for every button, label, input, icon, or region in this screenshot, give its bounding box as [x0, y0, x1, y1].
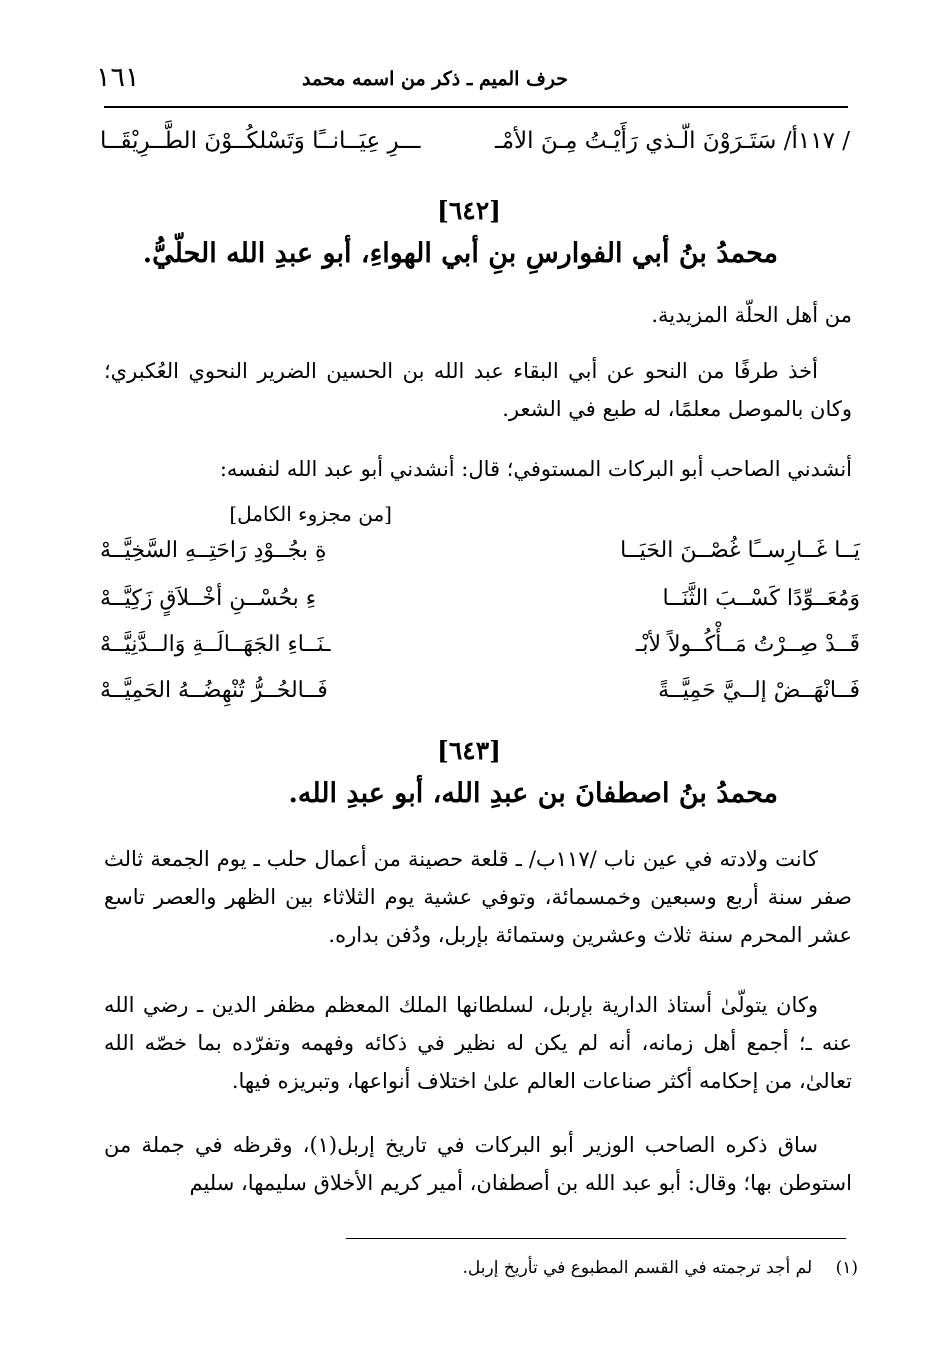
footnote-text: لم أجد ترجمته في القسم المطبوع في تأريخ إربل. — [462, 1258, 813, 1278]
poem-hemistich-a: وَمُعَــوِّدًا كَسْــبَ الثَّنَــا — [662, 586, 860, 611]
page-number: ١٦١ — [96, 62, 140, 93]
paragraph-643-office: وكان يتولّىٰ أستاذ الدارية بإربل، لسلطانها الملك المعظم مظفر الدين ـ رضي الله عنه ـ؛ أجمع أهل زمانه، أنه لم يكن له نظير في ذكائه وفهمه وتفرّده بما خصّه الله تعالىٰ، من إحكامه أكثر صناعات العالم علىٰ اختلاف أنواعها، وتبريزه فيها. — [104, 993, 852, 1093]
entry-title-642: محمدُ بنُ أبي الفوارسِ بنِ أبي الهواءِ، أبو عبدِ الله الحلّيُّ. — [142, 238, 778, 269]
running-head: حرف الميم ـ ذكر من اسمه محمد — [301, 68, 568, 90]
poem-hemistich-a: قَــدْ صِــرْتُ مَــأْكُــولاً لأبْـ — [635, 632, 860, 657]
footnote-number: (١) — [835, 1258, 858, 1278]
entry-number-643: [٦٤٣] — [437, 736, 501, 765]
poem-line — [100, 678, 860, 726]
poem-line — [100, 538, 860, 586]
top-verse — [100, 128, 850, 154]
entry-number-642: [٦٤٢] — [437, 196, 501, 225]
poem-hemistich-b: فَــالحُــرُّ تُنْهِضُــهُ الحَمِيَّــهْ — [100, 678, 328, 703]
entry-title-643: محمدُ بنُ اصطفانَ بن عبدِ الله، أبو عبدِ الله. — [288, 778, 778, 809]
poem-line — [100, 586, 860, 634]
verse-second-hemistich: ـــرِ عِيَــانــًا وَتَسْلكُــوْنَ الطَّــرِيْقَــا — [100, 128, 421, 154]
paragraph-642-recital: أنشدني الصاحب أبو البركات المستوفي؛ قال: أنشدني أبو عبد الله لنفسه: — [219, 457, 852, 481]
poem-hemistich-a: يَــا غَــارِســًا غُصْــنَ الحَيَــا — [620, 538, 860, 563]
paragraph-643-birth: كانت ولادته في عين ناب /١١٧ب/ ـ قلعة حصينة من أعمال حلب ـ يوم الجمعة ثالث صفر سنة أربع وسبعين وخمسمائة، وتوفي عشية يوم الثلاثاء بين الظهر والعصر تاسع عشر المحرم سنة ثلاث وعشرين وستمائة بإربل، ودُفن بداره. — [104, 847, 852, 947]
poem-hemistich-a: فَــانْهَــضْ إلــيَّ حَمِيَّــةً — [658, 678, 860, 703]
paragraph-642-origin: من أهل الحلّة المزيدية. — [651, 303, 852, 327]
header-rule — [104, 106, 848, 108]
poem-line — [100, 632, 860, 680]
footnote — [463, 1258, 858, 1278]
paragraph-643-citation: ساق ذكره الصاحب الوزير أبو البركات في تاريخ إربل(١)، وقرظه في جملة من استوطن بها؛ وقال: أبو عبد الله بن أصطفان، أمير كريم الأخلاق سليمها، سليم — [104, 1133, 852, 1195]
poem-hemistich-b: ةِ بجُــوْدِ رَاحَتِــهِ السَّخِيَّــهْ — [100, 538, 327, 563]
footnote-rule — [346, 1238, 846, 1239]
paragraph-642-bio: أخذ طرفًا من النحو عن أبي البقاء عبد الله بن الحسين الضرير النحوي العُكبري؛ وكان بالموصل معلمًا، له طبع في الشعر. — [104, 359, 852, 421]
poem-hemistich-b: ـنَــاءِ الجَهَــالَــةِ وَالــدَّنِيَّــهْ — [100, 632, 331, 657]
poem-meter: [من مجزوء الكامل] — [229, 502, 392, 526]
poem-hemistich-b: ءِ بحُسْــنِ أخْــلاَقٍ زَكِيَّــهْ — [100, 586, 317, 611]
verse-first-hemistich: / ١١٧أ/ سَتَـرَوْنَ الّـذي رَأَيْـتُ مِـنَ الأمْـ — [494, 128, 850, 154]
